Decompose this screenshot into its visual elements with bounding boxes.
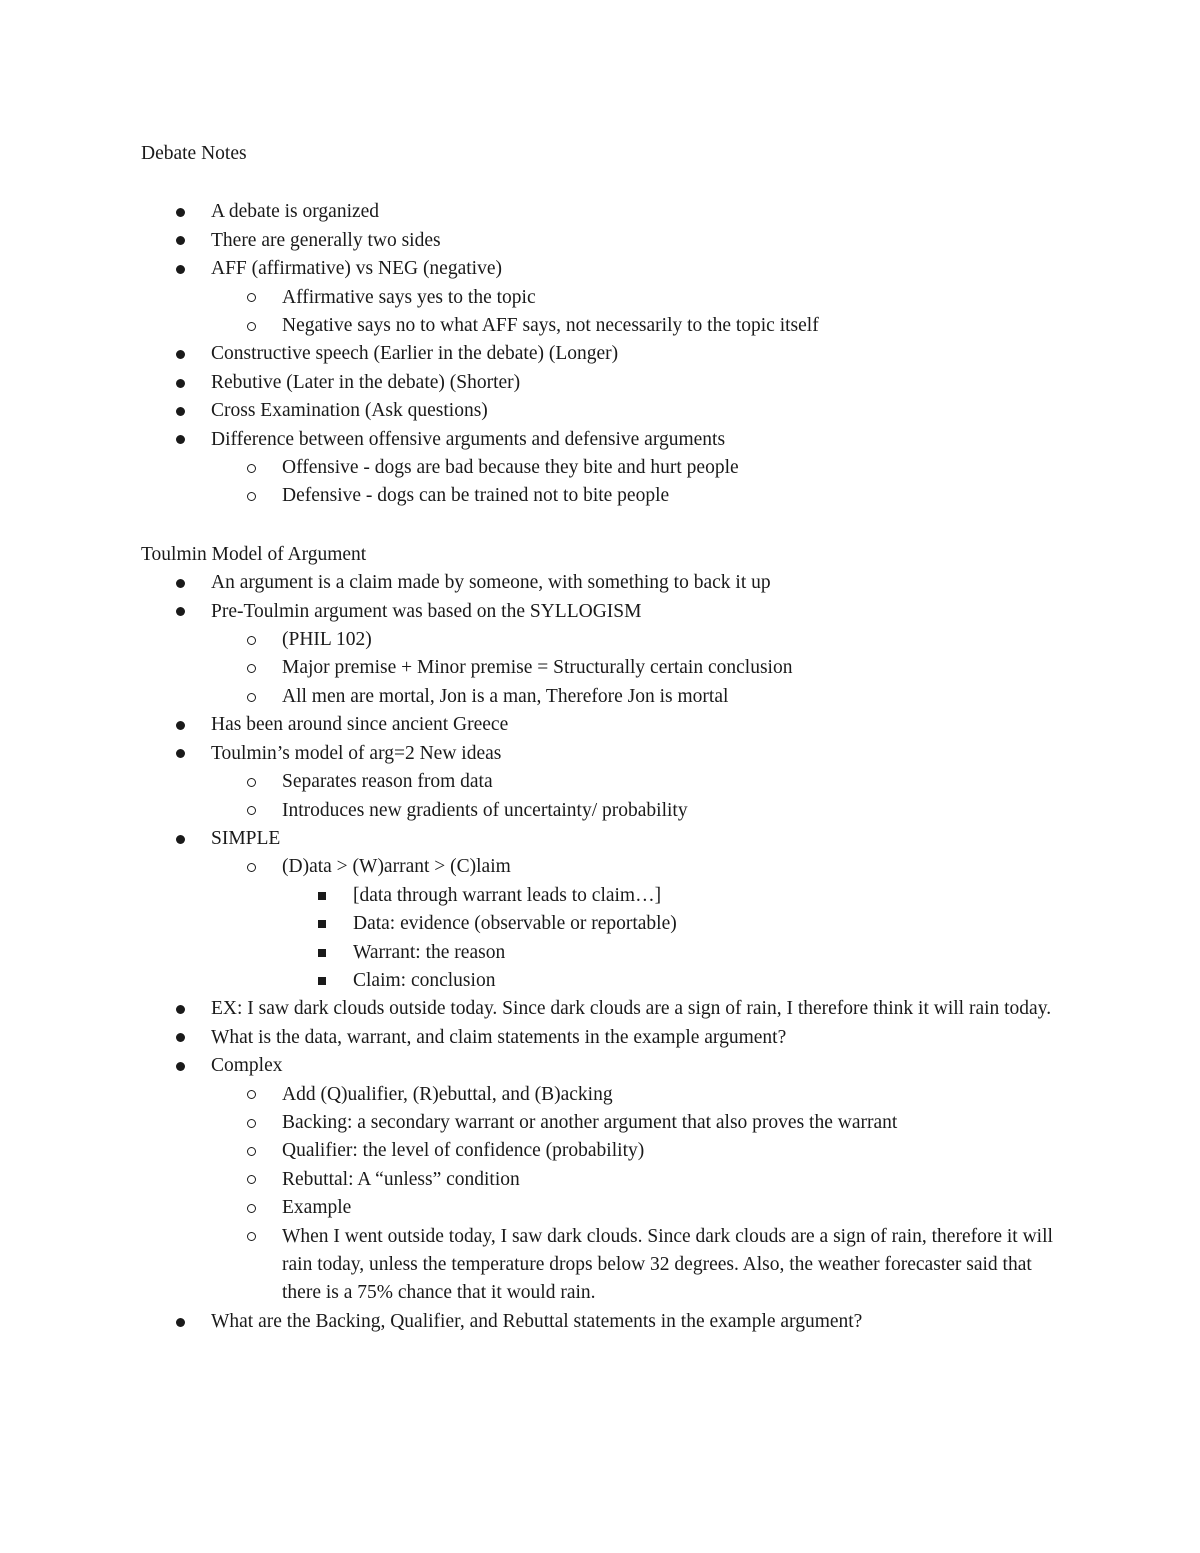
spacer bbox=[141, 168, 1061, 198]
list-item bbox=[141, 1081, 1061, 1109]
list-item bbox=[141, 312, 1061, 340]
square-bullet-icon bbox=[312, 882, 332, 910]
hollow-bullet-icon bbox=[241, 768, 261, 796]
bullet-icon bbox=[170, 198, 190, 226]
list-item-text: Separates reason from data bbox=[282, 771, 493, 793]
hollow-bullet-icon bbox=[241, 482, 261, 510]
list-item-text: An argument is a claim made by someone, with something to back it up bbox=[211, 572, 771, 594]
list-item bbox=[141, 397, 1061, 425]
list-item bbox=[141, 825, 1061, 853]
list-item-text: Negative says no to what AFF says, not necessarily to the topic itself bbox=[282, 315, 819, 337]
spacer bbox=[141, 511, 1061, 541]
list-item-text: Pre-Toulmin argument was based on the SYLLOGISM bbox=[211, 600, 642, 622]
list-item bbox=[141, 967, 1061, 995]
list-item-text: (D)ata > (W)arrant > (C)laim bbox=[282, 856, 511, 878]
list-item bbox=[141, 1137, 1061, 1165]
hollow-bullet-icon bbox=[241, 626, 261, 654]
list-item-text: Major premise + Minor premise = Structurally certain conclusion bbox=[282, 657, 793, 679]
hollow-bullet-icon bbox=[241, 1194, 261, 1222]
list-item-text: Introduces new gradients of uncertainty/ probability bbox=[282, 799, 688, 821]
bullet-icon bbox=[170, 369, 190, 397]
list-item-text: Claim: conclusion bbox=[353, 969, 496, 991]
list-item-text: All men are mortal, Jon is a man, Therefore Jon is mortal bbox=[282, 685, 729, 707]
list-item-text: Difference between offensive arguments and defensive arguments bbox=[211, 428, 726, 450]
bullet-icon bbox=[170, 740, 190, 768]
document-body bbox=[141, 140, 1061, 1336]
bullet-icon bbox=[170, 426, 190, 454]
list-item bbox=[141, 910, 1061, 938]
list-item bbox=[141, 654, 1061, 682]
list-item-text: Data: evidence (observable or reportable) bbox=[353, 913, 677, 935]
square-bullet-icon bbox=[312, 967, 332, 995]
toulmin-model-list bbox=[141, 569, 1061, 1336]
list-item-text: Constructive speech (Earlier in the debate) (Longer) bbox=[211, 343, 619, 365]
section-title-toulmin-model: Toulmin Model of Argument bbox=[141, 543, 367, 565]
bullet-icon bbox=[170, 825, 190, 853]
list-item-text: What are the Backing, Qualifier, and Rebuttal statements in the example argument? bbox=[211, 1310, 863, 1332]
list-item bbox=[141, 1223, 1061, 1308]
list-item bbox=[141, 939, 1061, 967]
list-item bbox=[141, 598, 1061, 626]
list-item bbox=[141, 1052, 1061, 1080]
bullet-icon bbox=[170, 340, 190, 368]
hollow-bullet-icon bbox=[241, 312, 261, 340]
list-item bbox=[141, 1166, 1061, 1194]
list-item-text: There are generally two sides bbox=[211, 229, 441, 251]
list-item bbox=[141, 1194, 1061, 1222]
hollow-bullet-icon bbox=[241, 853, 261, 881]
hollow-bullet-icon bbox=[241, 1109, 261, 1137]
list-item bbox=[141, 569, 1061, 597]
list-item bbox=[141, 995, 1061, 1023]
list-item-text: [data through warrant leads to claim…] bbox=[353, 884, 662, 906]
bullet-icon bbox=[170, 397, 190, 425]
list-item bbox=[141, 482, 1061, 510]
list-item-text: Add (Q)ualifier, (R)ebuttal, and (B)acking bbox=[282, 1083, 613, 1105]
bullet-icon bbox=[170, 227, 190, 255]
debate-notes-list bbox=[141, 198, 1061, 510]
list-item-text: Has been around since ancient Greece bbox=[211, 714, 509, 736]
square-bullet-icon bbox=[312, 910, 332, 938]
hollow-bullet-icon bbox=[241, 654, 261, 682]
bullet-icon bbox=[170, 598, 190, 626]
list-item bbox=[141, 1308, 1061, 1336]
list-item-text: Defensive - dogs can be trained not to bite people bbox=[282, 485, 670, 507]
list-item-text: Cross Examination (Ask questions) bbox=[211, 400, 488, 422]
hollow-bullet-icon bbox=[241, 454, 261, 482]
list-item bbox=[141, 768, 1061, 796]
list-item bbox=[141, 740, 1061, 768]
list-item-text: Example bbox=[282, 1197, 352, 1219]
hollow-bullet-icon bbox=[241, 284, 261, 312]
bullet-icon bbox=[170, 569, 190, 597]
hollow-bullet-icon bbox=[241, 797, 261, 825]
bullet-icon bbox=[170, 1024, 190, 1052]
list-item bbox=[141, 683, 1061, 711]
list-item-text: Rebuttal: A “unless” condition bbox=[282, 1168, 520, 1190]
list-item-text: SIMPLE bbox=[211, 827, 281, 849]
list-item-text: Complex bbox=[211, 1055, 283, 1077]
bullet-icon bbox=[170, 1308, 190, 1336]
bullet-icon bbox=[170, 995, 190, 1023]
list-item bbox=[141, 227, 1061, 255]
hollow-bullet-icon bbox=[241, 1137, 261, 1165]
list-item-text: Rebutive (Later in the debate) (Shorter) bbox=[211, 371, 521, 393]
list-item bbox=[141, 797, 1061, 825]
hollow-bullet-icon bbox=[241, 1081, 261, 1109]
list-item-text: Warrant: the reason bbox=[353, 941, 506, 963]
list-item bbox=[141, 882, 1061, 910]
list-item bbox=[141, 454, 1061, 482]
bullet-icon bbox=[170, 1052, 190, 1080]
list-item-text: Toulmin’s model of arg=2 New ideas bbox=[211, 742, 502, 764]
hollow-bullet-icon bbox=[241, 1223, 261, 1251]
square-bullet-icon bbox=[312, 939, 332, 967]
list-item-text: Affirmative says yes to the topic bbox=[282, 286, 536, 308]
bullet-icon bbox=[170, 255, 190, 283]
list-item bbox=[141, 255, 1061, 283]
list-item bbox=[141, 626, 1061, 654]
list-item-text: What is the data, warrant, and claim statements in the example argument? bbox=[211, 1026, 787, 1048]
list-item-text: Backing: a secondary warrant or another argument that also proves the warrant bbox=[282, 1111, 898, 1133]
list-item bbox=[141, 198, 1061, 226]
section-title-debate-notes: Debate Notes bbox=[141, 143, 247, 164]
hollow-bullet-icon bbox=[241, 1166, 261, 1194]
list-item bbox=[141, 711, 1061, 739]
list-item-text: Qualifier: the level of confidence (probability) bbox=[282, 1140, 645, 1162]
list-item bbox=[141, 369, 1061, 397]
list-item-text: (PHIL 102) bbox=[282, 629, 372, 651]
list-item-text: EX: I saw dark clouds outside today. Since dark clouds are a sign of rain, I therefore think it will rain today. bbox=[211, 998, 1052, 1020]
bullet-icon bbox=[170, 711, 190, 739]
list-item bbox=[141, 853, 1061, 881]
list-item-text: A debate is organized bbox=[211, 201, 380, 223]
list-item-text: AFF (affirmative) vs NEG (negative) bbox=[211, 258, 502, 280]
list-item bbox=[141, 426, 1061, 454]
list-item bbox=[141, 340, 1061, 368]
hollow-bullet-icon bbox=[241, 683, 261, 711]
list-item bbox=[141, 1109, 1061, 1137]
list-item-text: Offensive - dogs are bad because they bite and hurt people bbox=[282, 457, 739, 479]
list-item-text: When I went outside today, I saw dark clouds. Since dark clouds are a sign of rain, therefore it will rain today, unless the temperature drops below 32 degrees. Also, the weather forecaster said that there is a 75% chance that it would rain. bbox=[282, 1225, 1053, 1304]
list-item bbox=[141, 284, 1061, 312]
list-item bbox=[141, 1024, 1061, 1052]
